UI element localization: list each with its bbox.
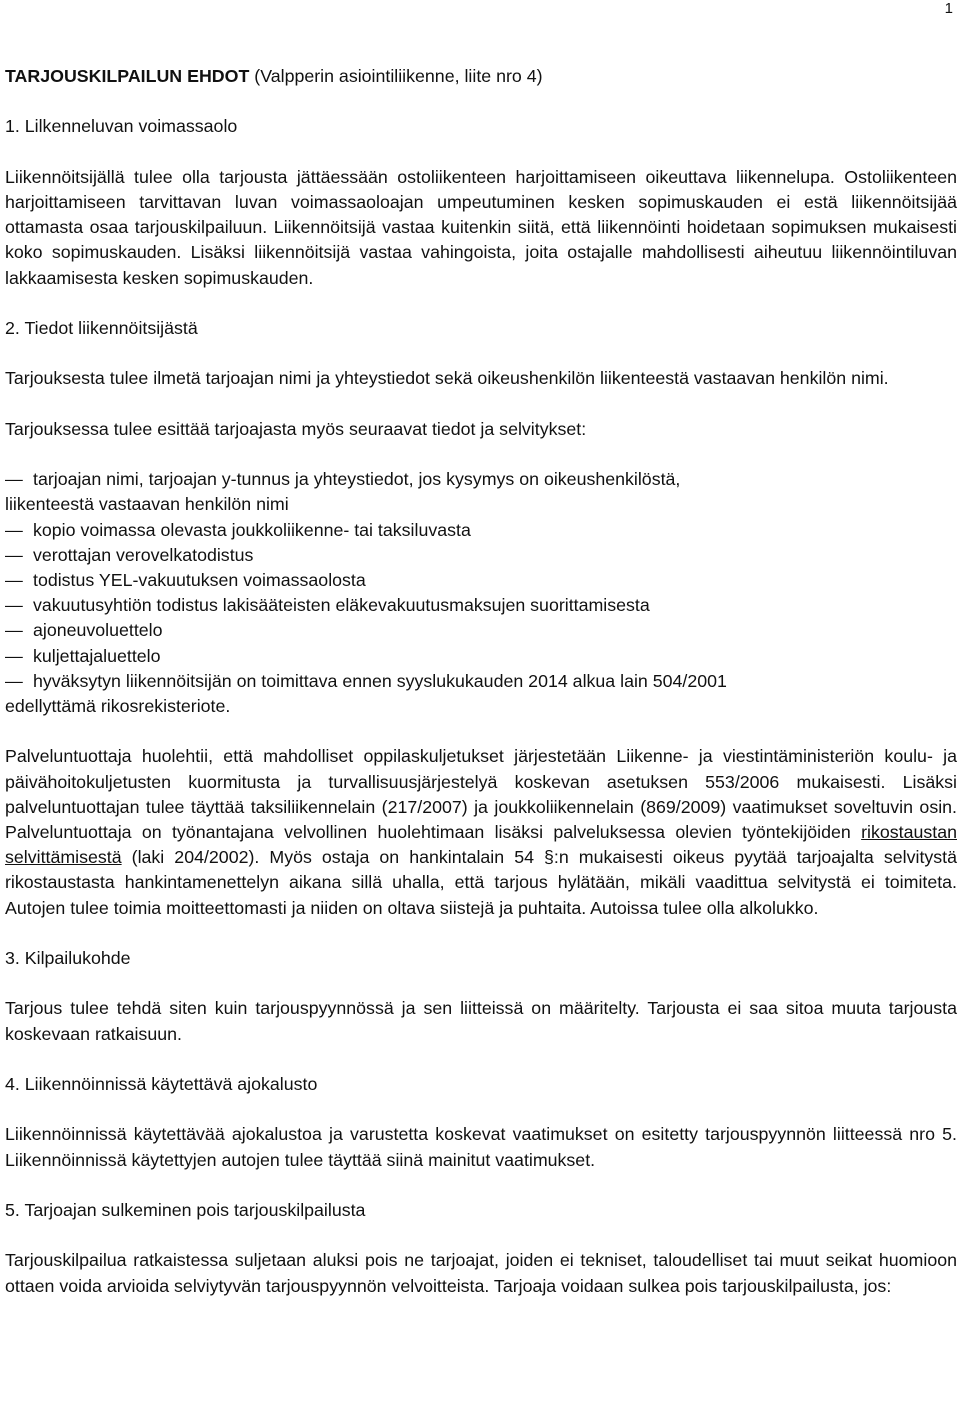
title-bold: TARJOUSKILPAILUN EHDOT bbox=[5, 66, 250, 86]
section-1-heading: 1. Lilkenneluvan voimassaolo bbox=[5, 116, 238, 137]
list-item-text: vakuutusyhtiön todistus lakisääteisten eläkevakuutusmaksujen suorittamisesta bbox=[33, 595, 650, 616]
title-rest: (Valpperin asiointiliikenne, liite nro 4) bbox=[249, 66, 543, 86]
list-item-text: todistus YEL-vakuutuksen voimassaolosta bbox=[33, 569, 366, 590]
list-item-text: ajoneuvoluettelo bbox=[33, 620, 163, 641]
list-item-continuation: liikenteestä vastaavan henkilön nimi bbox=[5, 494, 289, 515]
list-item bbox=[5, 593, 957, 618]
paragraph-text: (laki 204/2002). Myös ostaja on hankintalain 54 §:n mukaisesti oikeus pyytää tarjoajalta selvitystä rikostaustasta hankintamenettelyn aikana sillä uhalla, että tarjous hylätään, mikäli vaadittua selvitystä ei toimiteta. Autojen tulee toimia moitteettomasti ja niiden on oltava siistejä ja puhtaita. Autoissa tulee olla alkolukko. bbox=[5, 847, 957, 918]
section-4-heading: 4. Liikennöinnissä käytettävä ajokalusto bbox=[5, 1073, 318, 1094]
document-body bbox=[5, 64, 957, 1324]
list-item bbox=[5, 467, 957, 517]
section-2-paragraph-1: Tarjouksesta tulee ilmetä tarjoajan nimi ja yhteystiedot sekä oikeushenkilön liikenteestä vastaavan henkilön nimi. bbox=[5, 368, 889, 389]
section-3-heading: 3. Kilpailukohde bbox=[5, 947, 131, 968]
list-item-text: kopio voimassa olevasta joukkoliikenne- tai taksiluvasta bbox=[33, 519, 471, 540]
section-4-text: Liikennöinnissä käytettävää ajokalustoa ja varustetta koskevat vaatimukset on esitetty tarjouspyynnön liitteessä nro 5. Liikennöinnissä käytettyjen autojen tulee täyttää siinä mainitut vaatimukset. bbox=[5, 1124, 957, 1170]
dash-bullet: — bbox=[5, 519, 23, 540]
list-item bbox=[5, 568, 957, 593]
paragraph-text: Palveluntuottaja huolehtii, että mahdolliset oppilaskuljetukset järjestetään Liikenne- ja viestintäministeriön koulu- ja päivähoitokuljetusten kuormitusta ja turvallisuusjärjestelyä koskevan asetuksen 553/2006 mukaisesti. Lisäksi palveluntuottajan tulee täyttää taksiliikennelain (217/2007) ja joukkoliikennelain (869/2009) vaatimukset soveltuvin osin. Palveluntuottaja on työnantajana velvollinen huolehtimaan lisäksi palveluksessa olevien työntekijöiden bbox=[5, 746, 957, 842]
dash-bullet: — bbox=[5, 595, 23, 616]
section-5-text: Tarjouskilpailua ratkaistessa suljetaan aluksi pois ne tarjoajat, joiden ei tekniset, taloudelliset tai muut seikat huomioon ottaen voida arvioida selviytyvän tarjouspyynnön velvoitteista. Tarjoaja voidaan sulkea pois tarjouskilpailusta, jos: bbox=[5, 1250, 957, 1296]
list-item bbox=[5, 518, 957, 543]
dash-bullet: — bbox=[5, 569, 23, 590]
list-item-text: verottajan verovelkatodistus bbox=[33, 544, 254, 565]
dash-bullet: — bbox=[5, 469, 23, 490]
section-3-text: Tarjous tulee tehdä siten kuin tarjouspyynnössä ja sen liitteissä on määritelty. Tarjousta ei saa sitoa muuta tarjousta koskevaan ratkaisuun. bbox=[5, 998, 957, 1044]
list-item-text: kuljettajaluettelo bbox=[33, 645, 161, 666]
underlined-text: rikostaustan selvittämisestä bbox=[5, 821, 957, 868]
section-2-paragraph-2: Tarjouksessa tulee esittää tarjoajasta myös seuraavat tiedot ja selvitykset: bbox=[5, 418, 587, 439]
list-item bbox=[5, 543, 957, 568]
section-2-paragraph-3 bbox=[5, 744, 957, 920]
document-title bbox=[5, 64, 957, 89]
section-2-heading: 2. Tiedot liikennöitsijästä bbox=[5, 317, 198, 338]
list-item bbox=[5, 644, 957, 669]
list-item-text: hyväksytyn liikennöitsijän on toimittava ennen syyslukukauden 2014 alkua lain 504/2001 bbox=[33, 670, 727, 691]
dash-bullet: — bbox=[5, 645, 23, 666]
list-item bbox=[5, 618, 957, 643]
section-1-text: Liikennöitsijällä tulee olla tarjousta jättäessään ostoliikenteen harjoittamiseen oikeuttava liikennelupa. Ostoliikenteen harjoittamiseen tarvittavan luvan voimassaoloajan umpeutuminen kesken sopimuskauden ei estä liikennöitsijää ottamasta osaa tarjouskilpailuun. Liikennöitsijä vastaa kuitenkin siitä, että liikennöinti hoidetaan sopimuksen mukaisesti koko sopimuskauden. Lisäksi liikennöitsijä vastaa vahingoista, joita ostajalle mahdollisesti aiheutuu liikennöintiluvan lakkaamisesta kesken sopimuskauden. bbox=[5, 166, 957, 288]
list-item-text: tarjoajan nimi, tarjoajan y-tunnus ja yhteystiedot, jos kysymys on oikeushenkilöstä, bbox=[33, 469, 681, 490]
list-item-continuation: edellyttämä rikosrekisteriote. bbox=[5, 695, 231, 716]
requirements-list bbox=[5, 467, 957, 719]
page-number: 1 bbox=[944, 0, 953, 17]
dash-bullet: — bbox=[5, 620, 23, 641]
dash-bullet: — bbox=[5, 544, 23, 565]
section-5-heading: 5. Tarjoajan sulkeminen pois tarjouskilpailusta bbox=[5, 1199, 366, 1220]
list-item bbox=[5, 669, 957, 719]
dash-bullet: — bbox=[5, 670, 23, 691]
